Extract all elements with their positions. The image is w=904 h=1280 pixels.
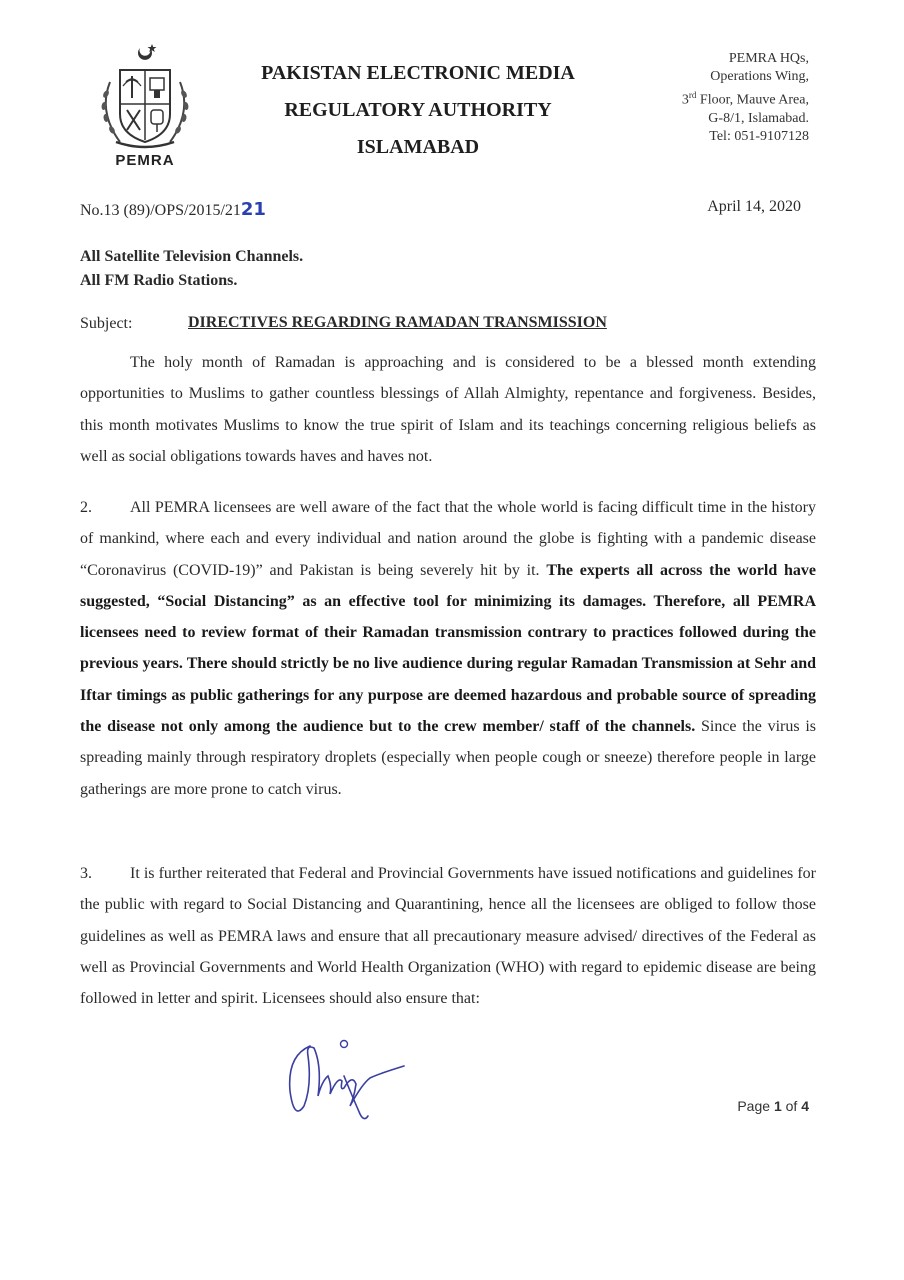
address-block (682, 50, 809, 146)
subject-text: DIRECTIVES REGARDING RAMADAN TRANSMISSION (188, 314, 607, 331)
letter-date: April 14, 2020 (707, 198, 801, 215)
subject-label: Subject: (80, 315, 133, 332)
page-total: 4 (801, 1098, 809, 1114)
address-line: Tel: 051-9107128 (709, 128, 809, 144)
signature (282, 1036, 412, 1126)
floor-suffix: rd (688, 90, 697, 100)
pemra-emblem (90, 42, 200, 172)
paragraph-number: 2. (80, 499, 92, 516)
signature-icon (282, 1036, 412, 1126)
paragraph-text: It is further reiterated that Federal and Provincial Governments have issued notifications and guidelines for the public with regard to Social Distancing and Quarantining, hence all the licensees are obliged to follow those guidelines as well as PEMRA laws and ensure that all precautionary measure advised/ directives of the Federal as well as Provincial Governments and World Health Organization (WHO) with regard to epidemic disease are being followed in letter and spirit. Licensees should also ensure that: (80, 865, 816, 1008)
reference-number (80, 199, 266, 220)
emblem-icon (90, 42, 200, 152)
reference-printed: No.13 (89)/OPS/2015/21 (80, 202, 241, 219)
address-line: PEMRA HQs, (728, 51, 809, 66)
recipient-line: All FM Radio Stations. (80, 272, 238, 289)
title-line: ISLAMABAD (356, 136, 480, 158)
logo-text: PEMRA (115, 152, 175, 169)
address-line: G-8/1, Islamabad. (708, 110, 809, 126)
paragraph-number: 3. (80, 865, 92, 882)
floor-number: 3 (681, 92, 689, 108)
recipient-line: All Satellite Television Channels. (80, 248, 304, 265)
address-line: Operations Wing, (710, 69, 809, 84)
page-mid: of (781, 1098, 802, 1114)
floor-rest: Floor, Mauve Area, (696, 92, 809, 108)
page-current: 1 (773, 1098, 782, 1114)
reference-handwritten: 21 (240, 199, 266, 220)
organization-title (200, 55, 636, 166)
page-number (737, 1098, 809, 1114)
paragraph-2 (80, 492, 816, 805)
recipients (80, 245, 303, 293)
paragraph-3 (80, 858, 816, 1014)
paragraph-bold-text: The experts all across the world have suggested, “Social Distancing” as an effective tool for minimizing its damages. Therefore, all PEMRA licensees need to review format of their Ramadan transmission contrary to practices followed during the previous years. There should strictly be no live audience during regular Ramadan Transmission at Sehr and Iftar timings as public gatherings for any purpose are deemed hazardous and probable source of spreading the disease not only among the audience but to the crew member/ staff of the channels. (80, 561, 817, 736)
title-line: REGULATORY AUTHORITY (284, 99, 552, 121)
paragraph-text: Since the virus is spreading mainly through respiratory droplets (especially when people cough or sneeze) therefore people in large gatherings are more prone to catch virus. (80, 718, 816, 798)
paragraph-1: The holy month of Ramadan is approaching and is considered to be a blessed month extending opportunities to Muslims to gather countless blessings of Allah Almighty, repentance and forgiveness. Besides, this month motivates Muslims to know the true spirit of Islam and its teachings concerning religious beliefs as well as social obligations towards haves and haves not. (80, 354, 816, 465)
page-prefix: Page (737, 1098, 774, 1114)
paragraph-text: All PEMRA licensees are well aware of the fact that the whole world is facing difficult time in the history of mankind, where each and every individual and nation around the globe is fighting with a pandemic disease “Coronavirus (COVID-19)” and Pakistan is being severely hit by it. (80, 499, 816, 579)
title-line: PAKISTAN ELECTRONIC MEDIA (261, 62, 575, 84)
address-line (682, 86, 809, 110)
